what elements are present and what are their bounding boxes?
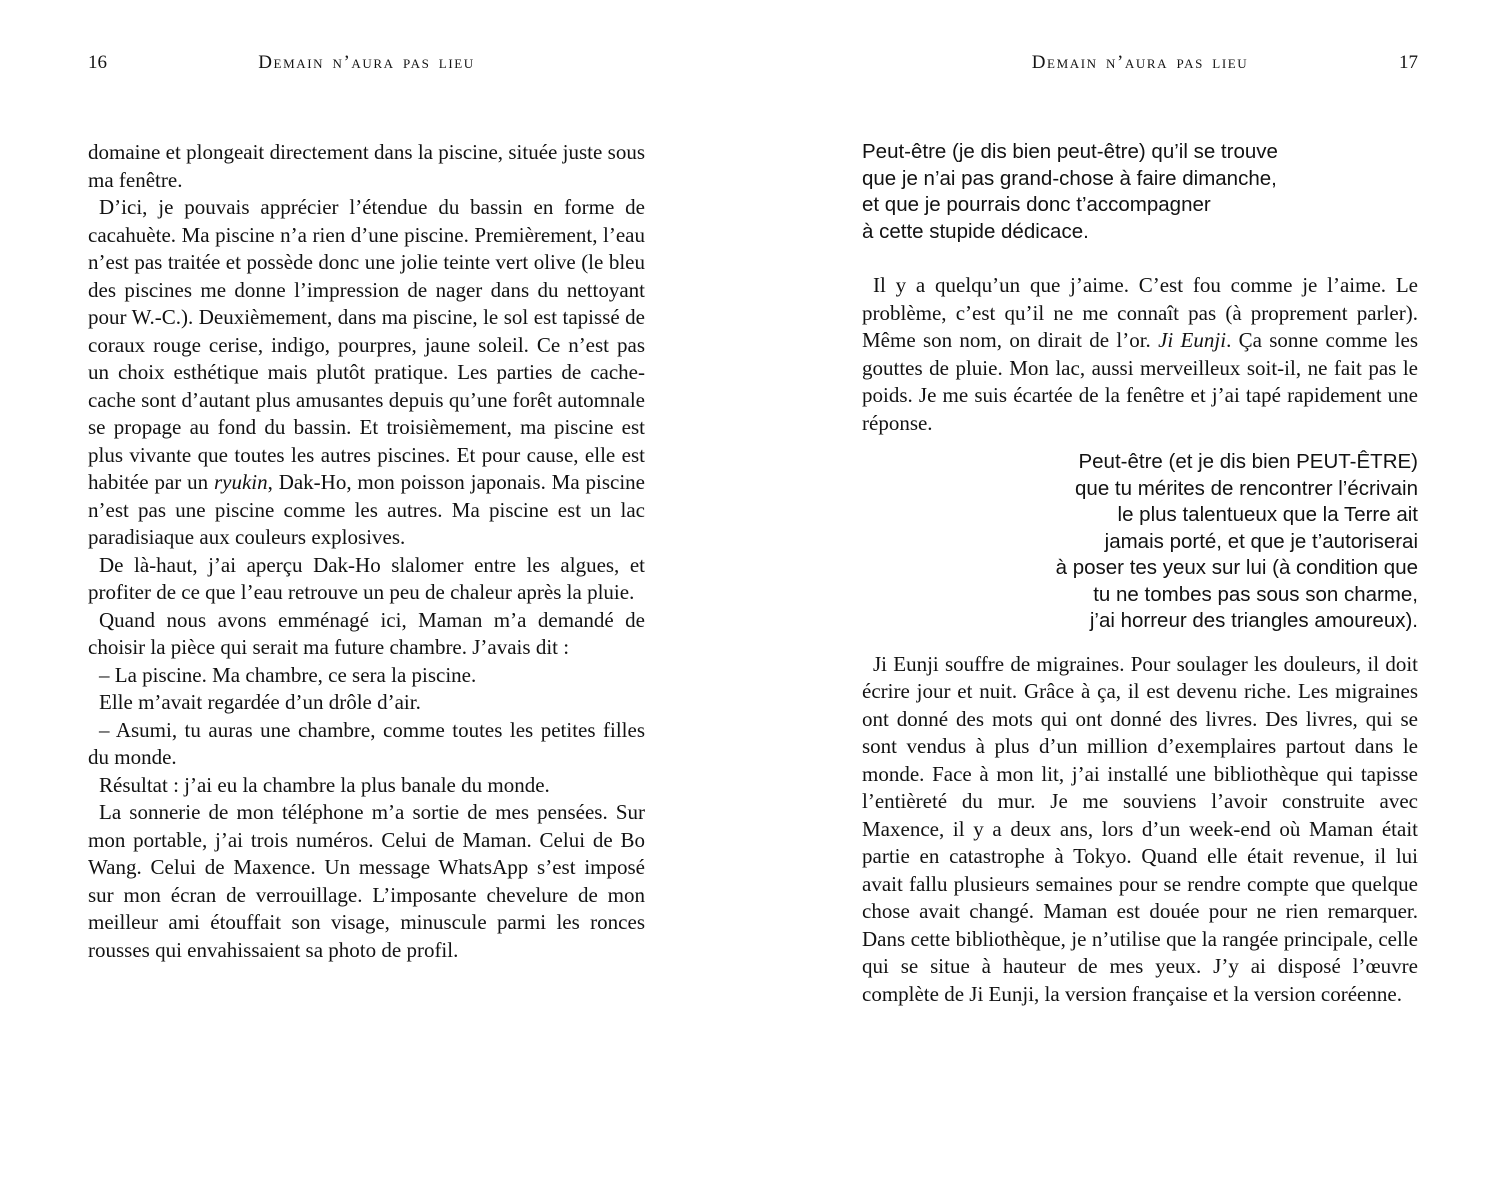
dialogue-line: – La piscine. Ma chambre, ce sera la piscine. [99, 662, 477, 687]
page-number-left: 16 [88, 52, 107, 73]
italic-word-ryukin: ryukin [213, 470, 268, 494]
message-line: et que je pourrais donc t’accompagner [862, 193, 1211, 216]
page-header-right [862, 52, 1418, 76]
message-line: à cette stupide dédicace. [862, 219, 1089, 243]
page-header-left [88, 52, 645, 76]
paragraph-text: D’ici, je pouvais apprécier l’étendue du bassin en forme de cacahuète. Ma piscine n’a rien d’une piscine. Premièrement, l’eau n’est pas traitée et possède donc une jolie teinte vert olive (le bleu des piscines me donne l’impression de nager dans du nettoyant pour W.-C.). Deuxièmement, dans ma piscine, le sol est tapissé de coraux rouge cerise, indigo, pourpres, jaune soleil. Ce n’est pas un choix esthétique mais plutôt pratique. Les parties de cache-cache sont d’autant plus amusantes depuis qu’une forêt automnale se propage au fond du bassin. Et troisièmement, ma piscine est plus vivante que toutes les autres piscines. Et pour cause, elle est habitée par un [88, 195, 645, 494]
paragraph-text: Il y a quelqu’un que j’aime. C’est fou comme je l’aime. Le problème, c’est qu’il ne me connaît pas (à proprement parler). Même son nom, on dirait de l’or. [862, 273, 1418, 352]
message-line: j’ai horreur des triangles amoureux). [1089, 609, 1418, 632]
running-title-right: Demain n’aura pas lieu [1031, 52, 1249, 73]
running-title-left: Demain n’aura pas lieu [258, 52, 475, 73]
whatsapp-message-received [862, 139, 1418, 245]
paragraph-phone: La sonnerie de mon téléphone m’a sortie de mes pensées. Sur mon portable, j’ai trois numéros. Celui de Maman. Celui de Bo Wang. Celui de Maxence. Un message WhatsApp s’est imposé sur mon écran de verrouillage. L’imposante chevelure de mon meilleur ami étouffait son visage, minuscule parmi les ronces rousses qui envahissaient sa photo de profil. [88, 800, 645, 962]
page-body-left [88, 139, 645, 964]
message-line: que je n’ai pas grand-chose à faire dimanche, [862, 166, 1277, 190]
page-number-right: 17 [1399, 52, 1418, 73]
italic-name-ji-eunji: Ji Eunji [1158, 328, 1227, 352]
paragraph-text: . Ça sonne comme les gouttes de pluie. Mon lac, aussi merveilleux soit-il, ne fait pas le poids. Je me suis écartée de la fenêtre et j’ai tapé rapidement une réponse. [862, 328, 1418, 435]
paragraph-text: , Dak-Ho, mon poisson japonais. Ma piscine n’est pas une piscine comme les autres. Ma piscine est un lac paradisiaque aux couleurs explosives. [88, 470, 645, 549]
message-line: que tu mérites de rencontrer l’écrivain [1075, 476, 1418, 500]
message-line: Peut-être (et je dis bien PEUT-ÊTRE) [1078, 450, 1418, 473]
message-line: Peut-être (je dis bien peut-être) qu’il se trouve [862, 140, 1278, 163]
paragraph-continuation: domaine et plongeait directement dans la piscine, située juste sous ma fenêtre. [88, 140, 645, 192]
paragraph-moving-in: Quand nous avons emménagé ici, Maman m’a demandé de choisir la pièce qui serait ma future chambre. J’avais dit : [88, 607, 645, 659]
paragraph-crush [862, 272, 1418, 437]
paragraph-dakho: De là-haut, j’ai aperçu Dak-Ho slalomer entre les algues, et profiter de ce que l’eau retrouve un peu de chaleur après la pluie. [88, 552, 645, 604]
paragraph-pool [88, 194, 645, 552]
message-line: tu ne tombes pas sous son charme, [1093, 582, 1418, 606]
message-line: jamais porté, et que je t’autoriserai [1104, 529, 1418, 553]
dialogue-line: – Asumi, tu auras une chambre, comme toutes les petites filles du monde. [88, 717, 645, 769]
paragraph-result: Résultat : j’ai eu la chambre la plus banale du monde. [99, 772, 550, 797]
message-line: le plus talentueux que la Terre ait [1117, 503, 1418, 526]
paragraph-writer: Ji Eunji souffre de migraines. Pour soulager les douleurs, il doit écrire jour et nuit. Grâce à ça, il est devenu riche. Les migraines ont donné des mots qui ont donné des livres. Des livres, qui se sont vendus à plus d’un million d’exemplaires partout dans le monde. Face à mon lit, j’ai installé une bibliothèque qui tapisse l’entièreté du mur. Je me souviens l’avoir construite avec Maxence, il y a deux ans, lors d’un week-end où Maman était partie en catastrophe à Tokyo. Quand elle était revenue, il lui avait fallu plusieurs semaines pour se rendre compte que quelque chose avait changé. Maman est douée pour ne rien remarquer. Dans cette bibliothèque, je n’utilise que la rangée principale, celle qui se situe à hauteur de mes yeux. J’y ai disposé l’œuvre complète de Ji Eunji, la version française et la version coréenne. [862, 651, 1418, 1006]
page-right [862, 0, 1418, 1008]
message-line: à poser tes yeux sur lui (à condition que [1055, 556, 1418, 579]
page-left [88, 0, 645, 964]
paragraph-reaction: Elle m’avait regardée d’un drôle d’air. [99, 690, 421, 714]
page-body-right [862, 139, 1418, 1008]
whatsapp-message-sent [862, 449, 1418, 635]
